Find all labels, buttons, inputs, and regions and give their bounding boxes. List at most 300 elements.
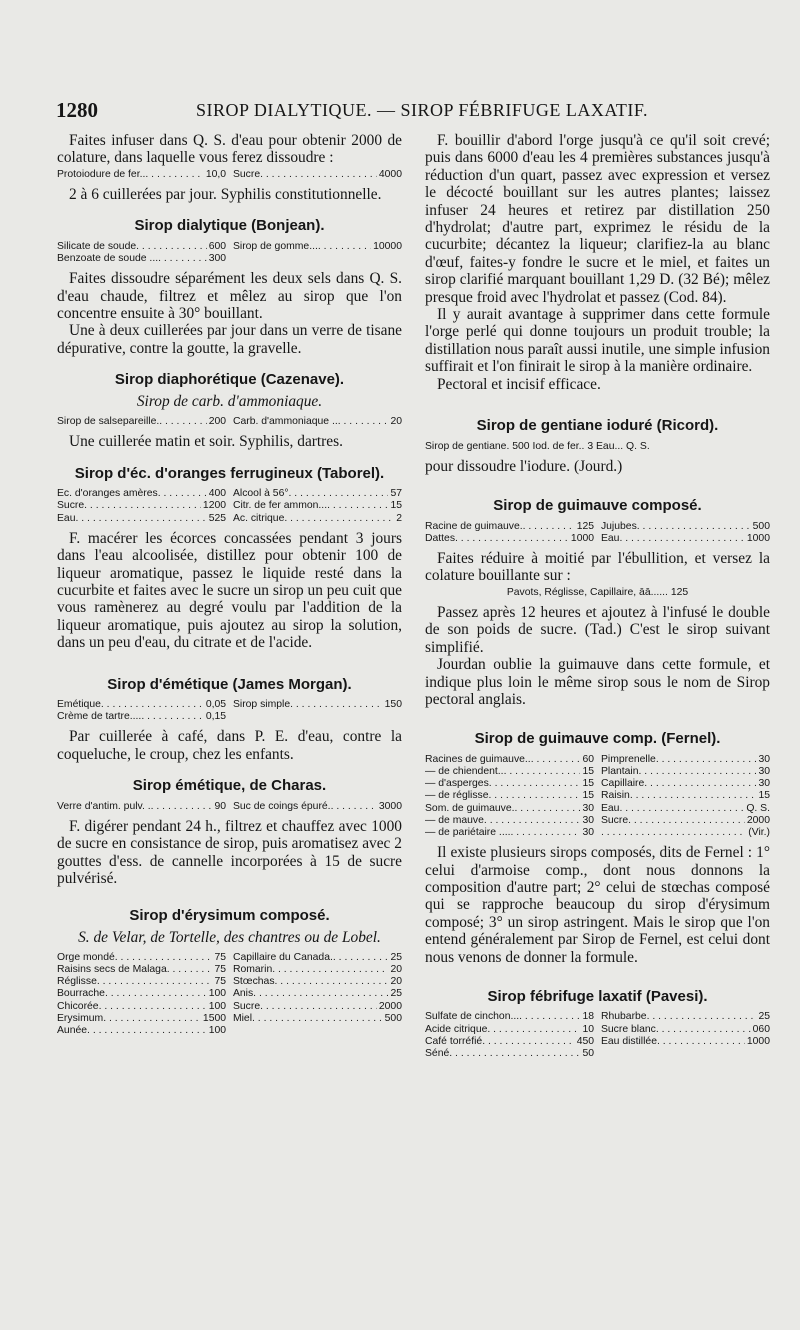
leader-dots — [84, 500, 201, 512]
ingredient-name: Anis — [232, 988, 254, 1000]
running-title: SIROP DIALYTIQUE. — SIROP FÉBRIFUGE LAXATIF. — [196, 100, 648, 120]
ingredient-name: Jujubes — [600, 520, 637, 532]
ingredient-table — [425, 1011, 770, 1060]
ingredient-cell — [425, 766, 594, 778]
ingredient-quantity: 150 — [384, 698, 402, 710]
ingredient-name: Pimprenelle — [600, 753, 656, 765]
ingredient-cell — [601, 754, 770, 766]
ingredient-name: Eau — [600, 802, 620, 814]
ingredient-quantity: 100 — [208, 988, 227, 1000]
ingredient-table — [57, 241, 402, 265]
ingredient-name: Sulfate de cinchon... — [425, 1011, 520, 1023]
ingredient-row — [57, 513, 402, 525]
ingredient-quantity: 25 — [390, 951, 402, 963]
ingredient-quantity: 20 — [390, 416, 402, 428]
ingredient-row — [57, 964, 402, 976]
ingredient-quantity: 75 — [214, 976, 227, 988]
leader-dots — [260, 169, 377, 181]
ingredient-row — [57, 801, 402, 813]
ingredient-cell — [425, 1011, 594, 1023]
leader-dots — [105, 988, 207, 1000]
ingredient-quantity: 10000 — [373, 240, 402, 252]
ingredient-cell — [425, 827, 594, 839]
ingredient-cell — [233, 500, 402, 512]
ingredient-quantity: 3000 — [378, 800, 402, 812]
ingredient-name: Café torréfié — [425, 1035, 483, 1047]
leader-dots — [644, 778, 756, 790]
ingredient-quantity: 300 — [208, 253, 227, 265]
ingredient-cell — [425, 778, 594, 790]
ingredient-cell — [425, 1024, 594, 1036]
page-header — [56, 98, 756, 122]
ingredient-cell — [233, 241, 402, 253]
ingredient-name: Ac. citrique — [232, 512, 285, 524]
leader-dots — [136, 241, 207, 253]
ingredient-cell — [57, 513, 226, 525]
ingredient-row — [57, 416, 402, 428]
ingredient-row — [425, 754, 770, 766]
ingredient-quantity: 125 — [576, 520, 595, 532]
ingredient-name: Ec. d'oranges amères — [57, 488, 158, 500]
ingredient-name: Sirop de salsepareille. — [57, 416, 160, 428]
ingredient-name: Citr. de fer ammon... — [232, 500, 328, 512]
ingredient-line: Pavots, Réglisse, Capillaire, āā...... 125 — [506, 586, 689, 598]
ingredient-name: Acide citrique — [425, 1023, 488, 1035]
leader-dots — [158, 253, 207, 265]
ingredient-quantity: Q. S. — [746, 802, 770, 814]
ingredient-table — [57, 416, 402, 428]
ingredient-row — [425, 521, 770, 533]
ingredient-cell — [233, 711, 402, 723]
ingredient-quantity: 2 — [396, 512, 402, 524]
paragraph: 2 à 6 cuillerées par jour. Syphilis constitutionnelle. — [69, 186, 382, 204]
leader-dots — [630, 790, 757, 802]
ingredient-row — [425, 1024, 770, 1036]
ingredient-cell — [233, 988, 402, 1000]
ingredient-cell — [57, 976, 226, 988]
ingredient-name: Raisins secs de Malaga — [57, 964, 167, 976]
ingredient-quantity: 30 — [758, 778, 770, 790]
leader-dots — [272, 964, 388, 976]
paragraph: F. macérer les écorces concassées pendant 3 jours dans l'eau alcoolisée, distillez pour obtenir 100 de liqueur aromatique, passez le liquide resté dans la cucurbite et faites avec le sucre un sirop un peu cuit que vous ramènerez au degré voulu par l'addition de la liqueur aromatique, puis ajoutez au sirop la solution, dans un peu d'eau, du citrate et de l'acide. — [57, 529, 402, 652]
section-heading: Sirop d'éc. d'oranges ferrugineux (Taborel). — [74, 464, 385, 482]
ingredient-row — [57, 1013, 402, 1025]
paragraph: Faites réduire à moitié par l'ébullition, et versez la colature bouillante sur : — [425, 549, 770, 585]
ingredient-name: Aunée — [57, 1025, 88, 1037]
ingredient-quantity: 1500 — [202, 1012, 227, 1024]
ingredient-row — [57, 976, 402, 988]
ingredient-row — [57, 699, 402, 711]
ingredient-cell — [601, 521, 770, 533]
leader-dots — [252, 1013, 383, 1025]
ingredient-cell — [57, 500, 226, 512]
paragraph: F. digérer pendant 24 h., filtrez et chauffez avec 1000 de sucre en consistance de sirop, puis aromatisez avec 2 gouttes d'ess. de cannelle incorporées à 15 de sucre pulvérisé. — [57, 817, 402, 887]
ingredient-name: Capillaire du Canada. — [232, 951, 333, 963]
ingredient-quantity: 0,15 — [205, 711, 227, 723]
ingredient-quantity — [601, 1048, 603, 1060]
ingredient-quantity: 50 — [582, 1048, 595, 1060]
ingredient-cell — [601, 766, 770, 778]
ingredient-name: Capillaire — [600, 778, 645, 790]
ingredient-row — [425, 766, 770, 778]
ingredient-name: Réglisse — [57, 976, 97, 988]
ingredient-quantity: 500 — [384, 1012, 402, 1024]
leader-dots — [601, 827, 746, 839]
ingredient-cell — [57, 952, 226, 964]
ingredient-cell — [233, 416, 402, 428]
ingredient-name: — de pariétaire .... — [425, 827, 511, 838]
ingredient-cell — [57, 1013, 226, 1025]
section-heading: Sirop d'émétique (James Morgan). — [107, 675, 352, 693]
ingredient-name: Alcool à 56° — [232, 488, 289, 500]
ingredient-table — [57, 952, 402, 1037]
ingredient-row — [57, 711, 402, 723]
ingredient-cell — [57, 801, 226, 813]
ingredient-name: Eau — [600, 532, 620, 544]
ingredient-name: Rhubarbe — [600, 1011, 647, 1023]
ingredient-quantity — [233, 711, 235, 723]
ingredient-cell — [425, 1048, 594, 1060]
leader-dots — [260, 1001, 377, 1013]
ingredient-name: Som. de guimauve. — [425, 802, 515, 814]
ingredient-name: — de réglisse — [425, 790, 489, 802]
ingredient-name: Romarin — [232, 964, 273, 976]
leader-dots — [484, 815, 581, 827]
leader-dots — [101, 699, 204, 711]
ingredient-cell — [425, 521, 594, 533]
leader-dots — [519, 1011, 580, 1023]
ingredient-quantity: 2000 — [378, 1000, 402, 1012]
ingredient-cell — [425, 815, 594, 827]
ingredient-name: — de chiendent.. — [425, 765, 504, 777]
ingredient-quantity: 15 — [582, 765, 595, 777]
ingredient-name: Miel — [232, 1012, 253, 1024]
ingredient-name: Racines de guimauve.. — [425, 753, 531, 765]
ingredient-quantity: 2000 — [746, 814, 770, 826]
ingredient-quantity: 10 — [582, 1023, 595, 1035]
ingredient-quantity: 60 — [582, 753, 595, 765]
ingredient-cell — [601, 827, 770, 839]
ingredient-cell — [233, 513, 402, 525]
ingredient-cell — [233, 1013, 402, 1025]
section-heading: Sirop fébrifuge laxatif (Pavesi). — [487, 988, 708, 1006]
section-heading: Sirop de gentiane ioduré (Ricord). — [476, 417, 719, 435]
ingredient-cell — [57, 241, 226, 253]
ingredient-name: Erysimum — [57, 1012, 104, 1024]
ingredient-quantity: 75 — [214, 964, 227, 976]
ingredient-quantity: 20 — [390, 964, 402, 976]
ingredient-quantity: 15 — [758, 790, 770, 802]
leader-dots — [76, 513, 207, 525]
ingredient-quantity: 90 — [214, 800, 227, 812]
ingredient-table — [425, 754, 770, 839]
ingredient-table — [57, 169, 402, 181]
ingredient-name: Racine de guimauve. — [425, 520, 523, 532]
ingredient-table — [57, 699, 402, 723]
ingredient-name: Stœchas — [232, 976, 275, 988]
ingredient-name: Eau distillée — [600, 1035, 657, 1047]
paragraph: pour dissoudre l'iodure. (Jourd.) — [425, 457, 623, 475]
ingredient-quantity: 10,0 — [205, 168, 227, 180]
ingredient-cell — [57, 699, 226, 711]
leader-dots — [97, 976, 213, 988]
ingredient-table — [57, 801, 402, 813]
ingredient-row — [57, 1025, 402, 1037]
ingredient-cell — [601, 1011, 770, 1023]
ingredient-quantity: 1000 — [746, 532, 770, 544]
ingredient-name: Orge mondé — [57, 951, 115, 963]
leader-dots — [482, 1036, 575, 1048]
leader-dots — [449, 1048, 580, 1060]
leader-dots — [327, 500, 388, 512]
paragraph: Par cuillerée à café, dans P. E. d'eau, contre la coqueluche, le croup, chez les enfants. — [57, 728, 402, 763]
ingredient-quantity: 1000 — [570, 532, 595, 544]
paragraph: Une cuillerée matin et soir. Syphilis, dartres. — [69, 433, 343, 451]
ingredient-cell — [57, 1001, 226, 1013]
ingredient-quantity: 525 — [208, 512, 227, 524]
ingredient-cell — [233, 169, 402, 181]
ingredient-row — [425, 1048, 770, 1060]
ingredient-name: Eau — [57, 512, 76, 524]
paragraph: Faites dissoudre séparément les deux sels dans Q. S. d'eau chaude, filtrez et mêlez au sirop que l'on concentre ensuite à 30° bouillant. — [57, 270, 402, 323]
section-heading: Sirop émétique, de Charas. — [132, 777, 327, 795]
ingredient-quantity: 1000 — [746, 1035, 770, 1047]
ingredient-cell — [425, 754, 594, 766]
ingredient-quantity: 30 — [758, 765, 770, 777]
ingredient-name: Sucre — [57, 500, 85, 512]
ingredient-name: Carb. d'ammoniaque .. — [232, 416, 338, 428]
ingredient-name: Sucre — [232, 1000, 261, 1012]
left-column — [57, 132, 402, 1042]
ingredient-cell — [57, 988, 226, 1000]
ingredient-cell — [233, 253, 402, 265]
ingredient-quantity: 1200 — [202, 500, 227, 512]
leader-dots — [338, 416, 389, 428]
ingredient-row — [425, 815, 770, 827]
ingredient-name: Crème de tartre.... — [57, 711, 142, 723]
paragraph: Faites infuser dans Q. S. d'eau pour obtenir 2000 de colature, dans laquelle vous ferez dissoudre : — [57, 132, 402, 167]
ingredient-cell — [233, 1001, 402, 1013]
ingredient-quantity: 20 — [390, 976, 402, 988]
ingredient-name: Raisin — [600, 790, 630, 802]
section-heading: Sirop dialytique (Bonjean). — [134, 217, 325, 235]
ingredient-name: — d'asperges — [425, 778, 489, 790]
paragraph: Il y aurait avantage à supprimer dans cette formule l'orge perlé qui donne toujours un produit trouble; la distillation nous paraît aussi inutile, une simple infusion suffirait et l'on finirait le sirop à la manière ordinaire. — [425, 306, 770, 376]
ingredient-quantity: 100 — [208, 1025, 227, 1037]
ingredient-row — [57, 952, 402, 964]
leader-dots — [619, 803, 744, 815]
leader-dots — [619, 533, 744, 545]
ingredient-quantity — [233, 1025, 235, 1037]
leader-dots — [333, 952, 389, 964]
ingredient-name: Dattes — [425, 532, 456, 544]
paragraph: Passez après 12 heures et ajoutez à l'infusé le double de son poids de sucre. (Tad.) C'est le sirop suivant simplifié. — [425, 603, 770, 656]
ingredient-name: Sucre — [600, 814, 629, 826]
ingredient-quantity: 0,05 — [205, 698, 227, 710]
ingredient-cell — [425, 803, 594, 815]
ingredient-cell — [601, 1024, 770, 1036]
ingredient-quantity: 15 — [390, 500, 402, 512]
leader-dots — [290, 699, 383, 711]
leader-dots — [115, 952, 213, 964]
paragraph: Jourdan oublie la guimauve dans cette formule, et indique plus loin le même sirop sous le nom de Sirop pectoral anglais. — [425, 656, 770, 708]
ingredient-name: Verre d'antim. pulv. . — [57, 800, 151, 812]
leader-dots — [504, 766, 581, 778]
ingredient-cell — [601, 803, 770, 815]
leader-dots — [159, 416, 206, 428]
ingredient-cell — [425, 533, 594, 545]
leader-dots — [647, 1011, 757, 1023]
ingredient-row — [57, 169, 402, 181]
ingredient-cell — [601, 778, 770, 790]
leader-dots — [284, 513, 394, 525]
ingredient-cell — [57, 711, 226, 723]
ingredient-row — [425, 1011, 770, 1023]
leader-dots — [167, 964, 213, 976]
leader-dots — [151, 801, 213, 813]
ingredient-line: Sirop de gentiane. 500 Iod. de fer.. 3 Eau... Q. S. — [425, 440, 650, 452]
ingredient-cell — [601, 1036, 770, 1048]
leader-dots — [639, 766, 757, 778]
ingredient-row — [57, 488, 402, 500]
ingredient-name: Bourrache — [57, 988, 105, 1000]
page-number: 1280 — [56, 98, 98, 122]
ingredient-cell — [233, 699, 402, 711]
ingredient-name: Silicate de soude — [57, 240, 137, 252]
section-heading: Sirop diaphorétique (Cazenave). — [114, 371, 345, 389]
ingredient-name: Sirop simple — [232, 698, 291, 710]
ingredient-name: Sucre — [232, 168, 261, 180]
section-heading: Sirop de guimauve comp. (Fernel). — [474, 730, 721, 748]
leader-dots — [99, 1001, 207, 1013]
leader-dots — [489, 790, 581, 802]
ingredient-name: — de mauve — [425, 814, 484, 826]
leader-dots — [141, 711, 204, 723]
ingredient-cell — [57, 253, 226, 265]
ingredient-cell — [57, 169, 226, 181]
ingredient-cell — [425, 790, 594, 802]
leader-dots — [87, 1025, 207, 1037]
ingredient-name: Benzoate de soude ... — [57, 253, 159, 265]
ingredient-quantity: 25 — [758, 1011, 770, 1023]
ingredient-row — [425, 533, 770, 545]
ingredient-cell — [233, 801, 402, 813]
leader-dots — [637, 521, 751, 533]
ingredient-quantity: 57 — [390, 488, 402, 500]
ingredient-cell — [233, 952, 402, 964]
ingredient-row — [57, 253, 402, 265]
ingredient-cell — [425, 1036, 594, 1048]
ingredient-cell — [233, 1025, 402, 1037]
ingredient-row — [57, 988, 402, 1000]
section-subtitle: S. de Velar, de Tortelle, des chantres ou de Lobel. — [78, 928, 381, 946]
ingredient-row — [57, 241, 402, 253]
leader-dots — [489, 778, 581, 790]
ingredient-quantity: 600 — [208, 240, 227, 252]
ingredient-quantity: 30 — [582, 802, 595, 814]
leader-dots — [657, 1036, 745, 1048]
ingredient-cell — [57, 488, 226, 500]
ingredient-quantity: 30 — [758, 753, 770, 765]
ingredient-quantity: 4000 — [378, 168, 402, 180]
ingredient-quantity: 25 — [390, 988, 402, 1000]
ingredient-row — [57, 1001, 402, 1013]
ingredient-cell — [57, 416, 226, 428]
ingredient-name: Emétique — [57, 698, 101, 710]
ingredient-cell — [57, 1025, 226, 1037]
ingredient-name: Sirop de gomme... — [232, 240, 318, 252]
section-heading: Sirop de guimauve composé. — [493, 497, 702, 515]
ingredient-name: Suc de coings épuré. — [232, 800, 331, 812]
ingredient-quantity: 18 — [582, 1011, 595, 1023]
leader-dots — [103, 1013, 201, 1025]
leader-dots — [656, 754, 757, 766]
ingredient-quantity: (Vir.) — [748, 827, 770, 838]
ingredient-row — [425, 827, 770, 839]
ingredient-name: Séné — [425, 1048, 450, 1060]
leader-dots — [515, 803, 581, 815]
leader-dots — [656, 1024, 751, 1036]
leader-dots — [331, 801, 377, 813]
leader-dots — [145, 169, 203, 181]
right-column — [425, 132, 770, 1065]
leader-dots — [455, 533, 569, 545]
ingredient-quantity: 15 — [582, 790, 595, 802]
ingredient-quantity: 75 — [214, 951, 227, 963]
ingredient-quantity: 100 — [208, 1000, 227, 1012]
ingredient-quantity — [233, 253, 235, 265]
ingredient-cell — [57, 964, 226, 976]
section-heading: Sirop d'érysimum composé. — [129, 907, 330, 925]
paragraph: Pectoral et incisif efficace. — [437, 375, 601, 393]
leader-dots — [318, 241, 371, 253]
ingredient-name: Sucre blanc — [600, 1023, 656, 1035]
ingredient-cell — [601, 1048, 770, 1060]
ingredient-cell — [233, 964, 402, 976]
ingredient-row — [425, 1036, 770, 1048]
ingredient-cell — [601, 533, 770, 545]
ingredient-row — [425, 803, 770, 815]
ingredient-table — [425, 521, 770, 545]
leader-dots — [487, 1024, 580, 1036]
ingredient-row — [425, 790, 770, 802]
ingredient-quantity: 400 — [208, 488, 227, 500]
paragraph: Une à deux cuillerées par jour dans un verre de tisane dépurative, contre la goutte, la gravelle. — [57, 322, 402, 357]
ingredient-quantity: 060 — [752, 1023, 770, 1035]
leader-dots — [531, 754, 581, 766]
ingredient-name: Chicorée — [57, 1000, 99, 1012]
ingredient-quantity: 15 — [582, 778, 595, 790]
paragraph: Il existe plusieurs sirops composés, dits de Fernel : 1° celui d'armoise comp., dont nous donnons la composition d'autre part; 2° celui de stœchas composé qui se rapproche beaucoup du sirop d'érysimum composé; 3° un sirop astringent. Mais le sirop que l'on entend généralement par Sirop de Fernel, est celui dont nous venons de donner la formule. — [425, 844, 770, 966]
leader-dots — [253, 988, 388, 1000]
ingredient-table — [57, 488, 402, 525]
ingredient-quantity: 450 — [576, 1035, 595, 1047]
ingredient-quantity: 30 — [582, 827, 595, 838]
ingredient-cell — [601, 815, 770, 827]
leader-dots — [158, 488, 207, 500]
paragraph: F. bouillir d'abord l'orge jusqu'à ce qu'il soit crevé; puis dans 6000 d'eau les 4 premières substances jusqu'à réduction d'un quart, passez avec expression et versez le décocté bouillant sur les autres plantes; laissez infuser 24 heures et retirez par distillation 250 d'hydrolat; d'autre part, exprimez le résidu de la cucurbite; décantez la liqueur; clarifiez-la au blanc d'œuf, faites-y fondre le sucre et le miel, et faites un sirop clarifié marquant bouillant 1,29 D. (32 Bé); mêlez presque froid avec l'hydrolat et passez (Cod. 84). — [425, 132, 770, 306]
ingredient-row — [57, 500, 402, 512]
leader-dots — [289, 488, 389, 500]
ingredient-cell — [233, 488, 402, 500]
leader-dots — [275, 976, 389, 988]
leader-dots — [628, 815, 745, 827]
leader-dots — [510, 827, 580, 839]
ingredient-row — [425, 778, 770, 790]
ingredient-name: Protoiodure de fer.. — [57, 168, 146, 180]
ingredient-quantity: 500 — [752, 520, 770, 532]
ingredient-quantity: 30 — [582, 814, 595, 826]
